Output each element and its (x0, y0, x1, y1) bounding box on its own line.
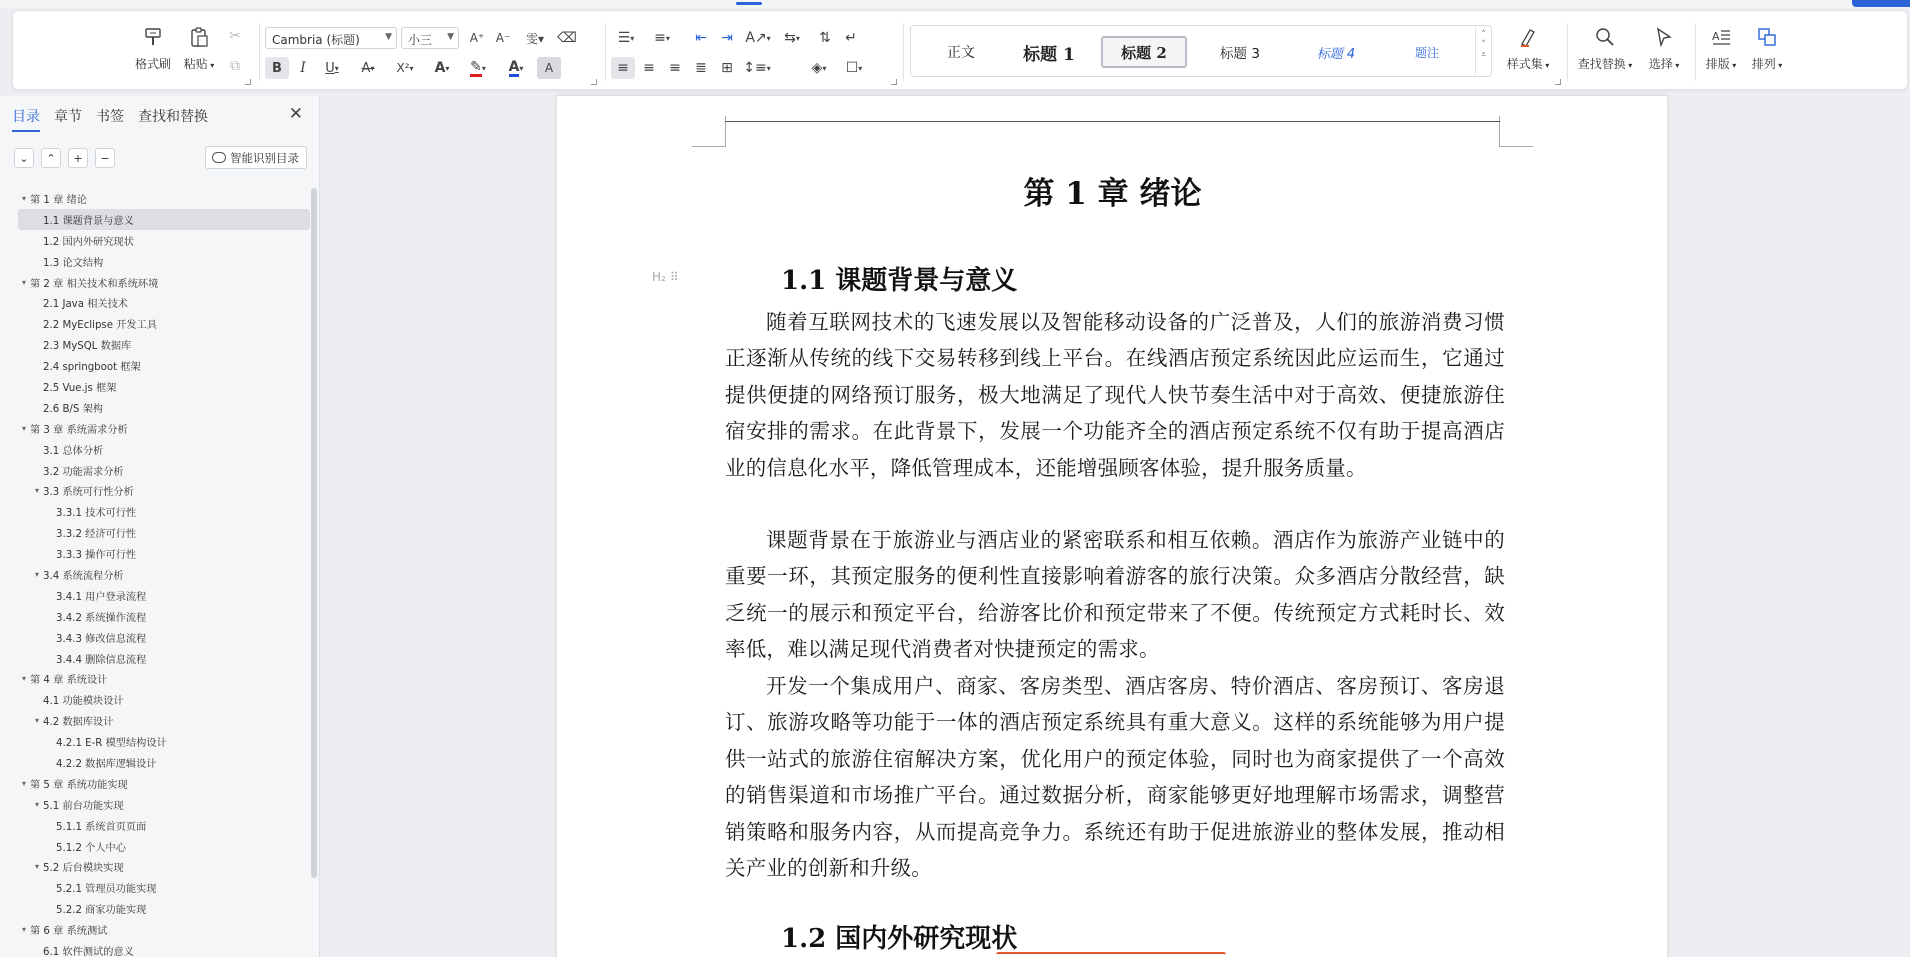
toc-item-label: 3.3.1 技术可行性 (56, 508, 137, 520)
increase-indent-icon[interactable]: ⇥ (721, 30, 733, 46)
expand-toggle-icon[interactable]: ▾ (21, 277, 26, 287)
toc-item[interactable] (18, 272, 310, 293)
copy-icon[interactable]: ⧉ (230, 58, 240, 74)
toc-item-label: 5.2 后台模块实现 (43, 863, 124, 875)
toc-item-label: 第 4 章 系统设计 (30, 675, 108, 687)
clipboard-icon (187, 25, 211, 49)
toc-item-label: 2.1 Java 相关技术 (43, 299, 128, 311)
styles-set-label: 样式集 (1506, 57, 1543, 71)
nav-tabs (12, 106, 208, 132)
phonetic-guide-button[interactable]: 雯▾ (525, 31, 545, 46)
align-left-icon[interactable]: ≡ (611, 57, 635, 79)
paragraph-dialog-launcher[interactable] (891, 79, 897, 85)
toc-item[interactable] (18, 334, 310, 355)
paste-label: 粘贴 (183, 57, 208, 71)
toc-list (18, 188, 310, 957)
toc-item[interactable] (18, 689, 310, 710)
toc-item[interactable] (18, 313, 310, 334)
style-heading-1[interactable]: 标题 1 (1023, 44, 1075, 65)
smart-toc-button[interactable] (205, 146, 307, 169)
toc-item-label: 4.2.1 E-R 模型结构设计 (56, 738, 167, 750)
toc-toolbar (14, 148, 115, 168)
separator (1567, 23, 1568, 81)
layout-label: 排版 (1705, 57, 1730, 71)
toc-item[interactable] (18, 397, 310, 418)
toc-item[interactable] (18, 815, 310, 836)
style-brush-icon (1516, 25, 1540, 49)
header-rule (725, 121, 1500, 122)
toc-item-label: 3.3 系统可行性分析 (43, 487, 134, 499)
show-marks-icon[interactable]: ↵ (845, 30, 857, 46)
toc-item[interactable] (18, 710, 310, 731)
underline-button[interactable]: U ▾ (325, 60, 339, 76)
nav-scrollbar[interactable] (311, 188, 317, 878)
expand-toggle-icon[interactable]: ▾ (34, 799, 39, 809)
styles-set-button[interactable]: 样式集 ▾ (1501, 25, 1555, 72)
align-center-icon[interactable]: ≡ (643, 60, 655, 76)
toc-item[interactable] (18, 648, 310, 669)
style-normal[interactable]: 正文 (947, 45, 975, 61)
toc-item-label: 5.2.2 商家功能实现 (56, 905, 147, 917)
toc-item-label: 3.1 总体分析 (43, 445, 104, 457)
clipboard-dialog-launcher[interactable] (245, 79, 251, 85)
format-painter-icon (141, 25, 165, 49)
chevron-up-icon: ⌃ (46, 151, 56, 165)
superscript-button[interactable]: X² ▾ (396, 61, 414, 75)
close-icon[interactable]: ✕ (288, 104, 303, 124)
chevron-down-icon: ▼ (447, 32, 454, 42)
chevron-down-icon: ⌄ (19, 151, 29, 165)
find-replace-label: 查找替换 (1577, 57, 1626, 71)
separator (903, 23, 904, 81)
toc-item-label: 第 5 章 系统功能实现 (30, 779, 128, 791)
toc-item-label: 第 3 章 系统需求分析 (30, 424, 128, 436)
navigation-pane (0, 96, 320, 957)
toc-item-label: 5.2.1 管理员功能实现 (56, 884, 157, 896)
expand-toggle-icon[interactable]: ▾ (34, 862, 39, 872)
floating-toolbar-edge (996, 952, 1226, 957)
toc-item[interactable] (18, 877, 310, 898)
styles-gallery (910, 25, 1492, 77)
expand-all-button[interactable] (14, 148, 34, 168)
text-direction-icon[interactable]: A↗ ▾ (745, 30, 771, 46)
numbered-list-icon[interactable]: ≡ ▾ (654, 30, 670, 46)
toc-item[interactable] (18, 773, 310, 794)
toc-item-label: 5.1.1 系统首页页面 (56, 821, 147, 833)
collapse-all-button[interactable] (41, 148, 61, 168)
separator (259, 23, 260, 81)
toc-item-label: 4.2 数据库设计 (43, 717, 114, 729)
arrange-button[interactable]: 排列 ▾ (1745, 25, 1789, 72)
shading-icon[interactable]: ◈ ▾ (811, 60, 827, 76)
strikethrough-button[interactable]: A ▾ (361, 60, 375, 76)
crop-mark (692, 146, 726, 147)
font-size-value: 小三 (408, 33, 433, 47)
toc-item-label: 3.2 功能需求分析 (43, 466, 124, 478)
text-layout-icon (1709, 25, 1733, 49)
toc-item-label: 5.1 前台功能实现 (43, 800, 124, 812)
style-heading-4[interactable]: 标题 4 (1316, 46, 1356, 62)
toc-item[interactable] (18, 543, 310, 564)
chevron-down-icon[interactable]: ˅ (1481, 40, 1486, 50)
toc-item-label: 3.4.1 用户登录流程 (56, 591, 147, 603)
expand-toggle-icon[interactable]: ▾ (34, 569, 39, 579)
toc-item[interactable] (18, 836, 310, 857)
toc-item[interactable] (18, 794, 310, 815)
heading-level-badge: H₂ (652, 270, 666, 284)
expand-toggle-icon[interactable]: ▾ (21, 423, 26, 433)
paragraph-2[interactable]: 课题背景在于旅游业与酒店业的紧密联系和相互依赖。酒店作为旅游产业链中的重要一环，其预定服务的便利性直接影响着游客的旅行决策。众多酒店分散经营，缺乏统一的展示和预定平台，给游客比价和预定带来了不便。传统预定方式耗时长、效率低，难以满足现代消费者对快捷预定的需求。 (725, 528, 1505, 662)
paste-button[interactable]: 粘贴 ▾ (177, 25, 221, 72)
toc-item[interactable] (18, 376, 310, 397)
paragraph-1[interactable]: 随着互联网技术的飞速发展以及智能移动设备的广泛普及，人们的旅游消费习惯正逐渐从传统的线下交易转移到线上平台。在线酒店预定系统因此应运而生，它通过提供便捷的网络预订服务，极大地满足了现代人快节奏生活中对于高效、便捷旅游住宿安排的需求。在此背景下，发展一个功能齐全的酒店预定系统不仅有助于提高酒店业的信息化水平，降低管理成本，还能增强顾客体验，提升服务质量。 (725, 310, 1505, 480)
expand-toggle-icon[interactable]: ▾ (21, 778, 26, 788)
toc-item[interactable] (18, 188, 310, 209)
toc-item[interactable] (18, 627, 310, 648)
toc-item[interactable] (18, 209, 310, 230)
toc-item-label: 3.4.3 修改信息流程 (56, 633, 147, 645)
toc-item-label: 2.4 springboot 框架 (43, 362, 141, 374)
menu-bar-strip (0, 0, 1910, 8)
promote-button[interactable] (68, 148, 88, 168)
bold-button[interactable]: B (265, 57, 289, 79)
styles-dialog-launcher[interactable] (1555, 79, 1561, 85)
section-heading-1-2[interactable]: 1.2 国内外研究现状 (781, 924, 1018, 954)
toc-item-label: 3.4 系统流程分析 (43, 570, 124, 582)
toc-item[interactable] (18, 752, 310, 773)
justify-icon[interactable]: ≣ (695, 60, 707, 76)
font-color-button[interactable]: A ▾ (508, 58, 524, 75)
crop-mark (1499, 146, 1533, 147)
ribbon-toolbar (12, 10, 1908, 90)
toc-item[interactable] (18, 501, 310, 522)
toc-item-label: 2.3 MySQL 数据库 (43, 341, 132, 353)
toc-item[interactable] (18, 418, 310, 439)
toc-item-label: 3.4.2 系统操作流程 (56, 612, 147, 624)
smart-toc-label: 智能识别目录 (230, 150, 299, 165)
grow-font-button[interactable]: A⁺ (469, 31, 485, 45)
chevron-down-icon: ▼ (385, 32, 392, 42)
font-dialog-launcher[interactable] (591, 79, 597, 85)
toc-item[interactable] (18, 522, 310, 543)
separator (1695, 23, 1696, 81)
tab-find-replace[interactable]: 查找和替换 (138, 109, 208, 125)
toc-item[interactable] (18, 606, 310, 627)
tab-chapters[interactable]: 章节 (54, 109, 82, 125)
toc-item-label: 第 2 章 相关技术和系统环境 (30, 278, 159, 290)
style-heading-2[interactable]: 标题 2 (1101, 36, 1187, 68)
toc-item[interactable] (18, 668, 310, 689)
expand-toggle-icon[interactable]: ▾ (34, 716, 39, 726)
text-effect-button[interactable]: A ▾ (434, 60, 450, 76)
toc-item[interactable] (18, 940, 310, 957)
toc-item-label: 1.2 国内外研究现状 (43, 236, 134, 248)
tab-toc[interactable]: 目录 (12, 106, 40, 132)
toc-item-label: 3.3.2 经济可行性 (56, 529, 137, 541)
toc-item[interactable] (18, 292, 310, 313)
toc-item[interactable] (18, 585, 310, 606)
toc-item[interactable] (18, 460, 310, 481)
toc-item-label: 第 6 章 系统测试 (30, 926, 108, 938)
section-heading-1-1[interactable]: 1.1 课题背景与意义 (781, 266, 1018, 296)
styles-scroll[interactable] (1475, 26, 1491, 76)
expand-toggle-icon[interactable]: ▾ (21, 193, 26, 203)
line-spacing-icon[interactable]: ↕≡ ▾ (743, 60, 771, 76)
bullet-list-icon[interactable]: ☰ ▾ (617, 30, 635, 46)
style-heading-3[interactable]: 标题 3 (1220, 46, 1260, 62)
font-name-value: Cambria (标题) (272, 33, 360, 47)
toc-item-label: 2.6 B/S 架构 (43, 403, 103, 415)
more-icon[interactable]: ⩡ (1480, 50, 1487, 60)
drag-handle-icon[interactable]: ⠿ (669, 270, 679, 284)
sort-icon[interactable]: ⇅ (819, 30, 831, 46)
minus-icon: − (100, 151, 110, 165)
toc-item-label: 5.1.2 个人中心 (56, 842, 126, 854)
toc-item-label: 1.3 论文结构 (43, 257, 104, 269)
robot-icon (212, 152, 226, 163)
toc-item[interactable] (18, 355, 310, 376)
plus-icon: + (73, 151, 83, 165)
font-name-select[interactable] (265, 27, 397, 49)
toc-item[interactable] (18, 898, 310, 919)
share-button[interactable] (1852, 0, 1910, 7)
toc-item-label: 2.5 Vue.js 框架 (43, 382, 117, 394)
chapter-title[interactable]: 第 1 章 绪论 (1023, 176, 1202, 212)
find-replace-button[interactable]: 查找替换 ▾ (1573, 25, 1637, 72)
heading-marker[interactable] (652, 270, 679, 284)
toc-item[interactable] (18, 480, 310, 501)
font-size-select[interactable] (401, 27, 459, 49)
toc-item-label: 6.1 软件测试的意义 (43, 947, 134, 957)
search-icon (1593, 25, 1617, 49)
eraser-icon[interactable]: ⌫ (557, 30, 577, 46)
align-right-icon[interactable]: ≡ (669, 60, 681, 76)
cut-icon[interactable]: ✂ (229, 28, 241, 44)
sort-convert-icon[interactable]: ⇆ ▾ (784, 30, 800, 46)
toc-item[interactable] (18, 230, 310, 251)
active-tab-indicator (736, 2, 762, 5)
shrink-font-button[interactable]: A⁻ (495, 31, 511, 45)
toc-item[interactable] (18, 439, 310, 460)
demote-button[interactable] (95, 148, 115, 168)
italic-button[interactable]: I (300, 60, 306, 76)
paragraph-3[interactable]: 开发一个集成用户、商家、客房类型、酒店客房、特价酒店、客房预订、客房退订、旅游攻略等功能于一体的酒店预定系统具有重大意义。这样的系统能够为用户提供一站式的旅游住宿解决方案，优化用户的预定体验，同时也为商家提供了一个高效的销售渠道和市场推广平台。通过数据分析，商家能够更好地理解市场需求，调整营销策略和服务内容，从而提高竞争力。系统还有助于促进旅游业的整体发展，推动相关产业的创新和升级。 (725, 674, 1505, 881)
toc-item[interactable] (18, 919, 310, 940)
toc-item[interactable] (18, 857, 310, 878)
borders-icon[interactable]: ☐ ▾ (845, 60, 863, 76)
arrange-icon (1755, 25, 1779, 49)
toc-item-label: 3.4.4 删除信息流程 (56, 654, 147, 666)
toc-item[interactable] (18, 564, 310, 585)
select-button[interactable]: 选择 ▾ (1641, 25, 1687, 72)
toc-item-label: 第 1 章 绪论 (30, 194, 87, 206)
toc-item-label: 2.2 MyEclipse 开发工具 (43, 320, 157, 332)
decrease-indent-icon[interactable]: ⇤ (695, 30, 707, 46)
toc-item-label: 4.2.2 数据库逻辑设计 (56, 758, 157, 770)
toc-item-label: 3.3.3 操作可行性 (56, 550, 137, 562)
tab-bookmarks[interactable]: 书签 (96, 109, 124, 125)
expand-toggle-icon[interactable]: ▾ (34, 486, 39, 496)
cursor-icon (1652, 25, 1676, 49)
highlight-color-button[interactable]: ✎ ▾ (470, 58, 486, 75)
toc-item-label: 1.1 课题背景与意义 (43, 215, 134, 227)
expand-toggle-icon[interactable]: ▾ (21, 674, 26, 684)
toc-item[interactable] (18, 731, 310, 752)
arrange-label: 排列 (1751, 57, 1776, 71)
layout-button[interactable]: A 排版 ▾ (1699, 25, 1743, 72)
distribute-icon[interactable]: ⊞ (721, 60, 733, 76)
expand-toggle-icon[interactable]: ▾ (21, 925, 26, 935)
format-painter-label: 格式刷 (134, 57, 171, 71)
chevron-up-icon[interactable]: ˄ (1481, 30, 1486, 40)
select-label: 选择 (1648, 57, 1673, 71)
format-painter-button[interactable] (131, 25, 175, 72)
toc-item[interactable] (18, 251, 310, 272)
toc-item-label: 4.1 功能模块设计 (43, 696, 124, 708)
separator (605, 23, 606, 81)
style-caption[interactable]: 题注 (1414, 45, 1439, 60)
character-shading-button[interactable]: A (537, 57, 561, 79)
svg-text:A: A (1712, 30, 1720, 43)
